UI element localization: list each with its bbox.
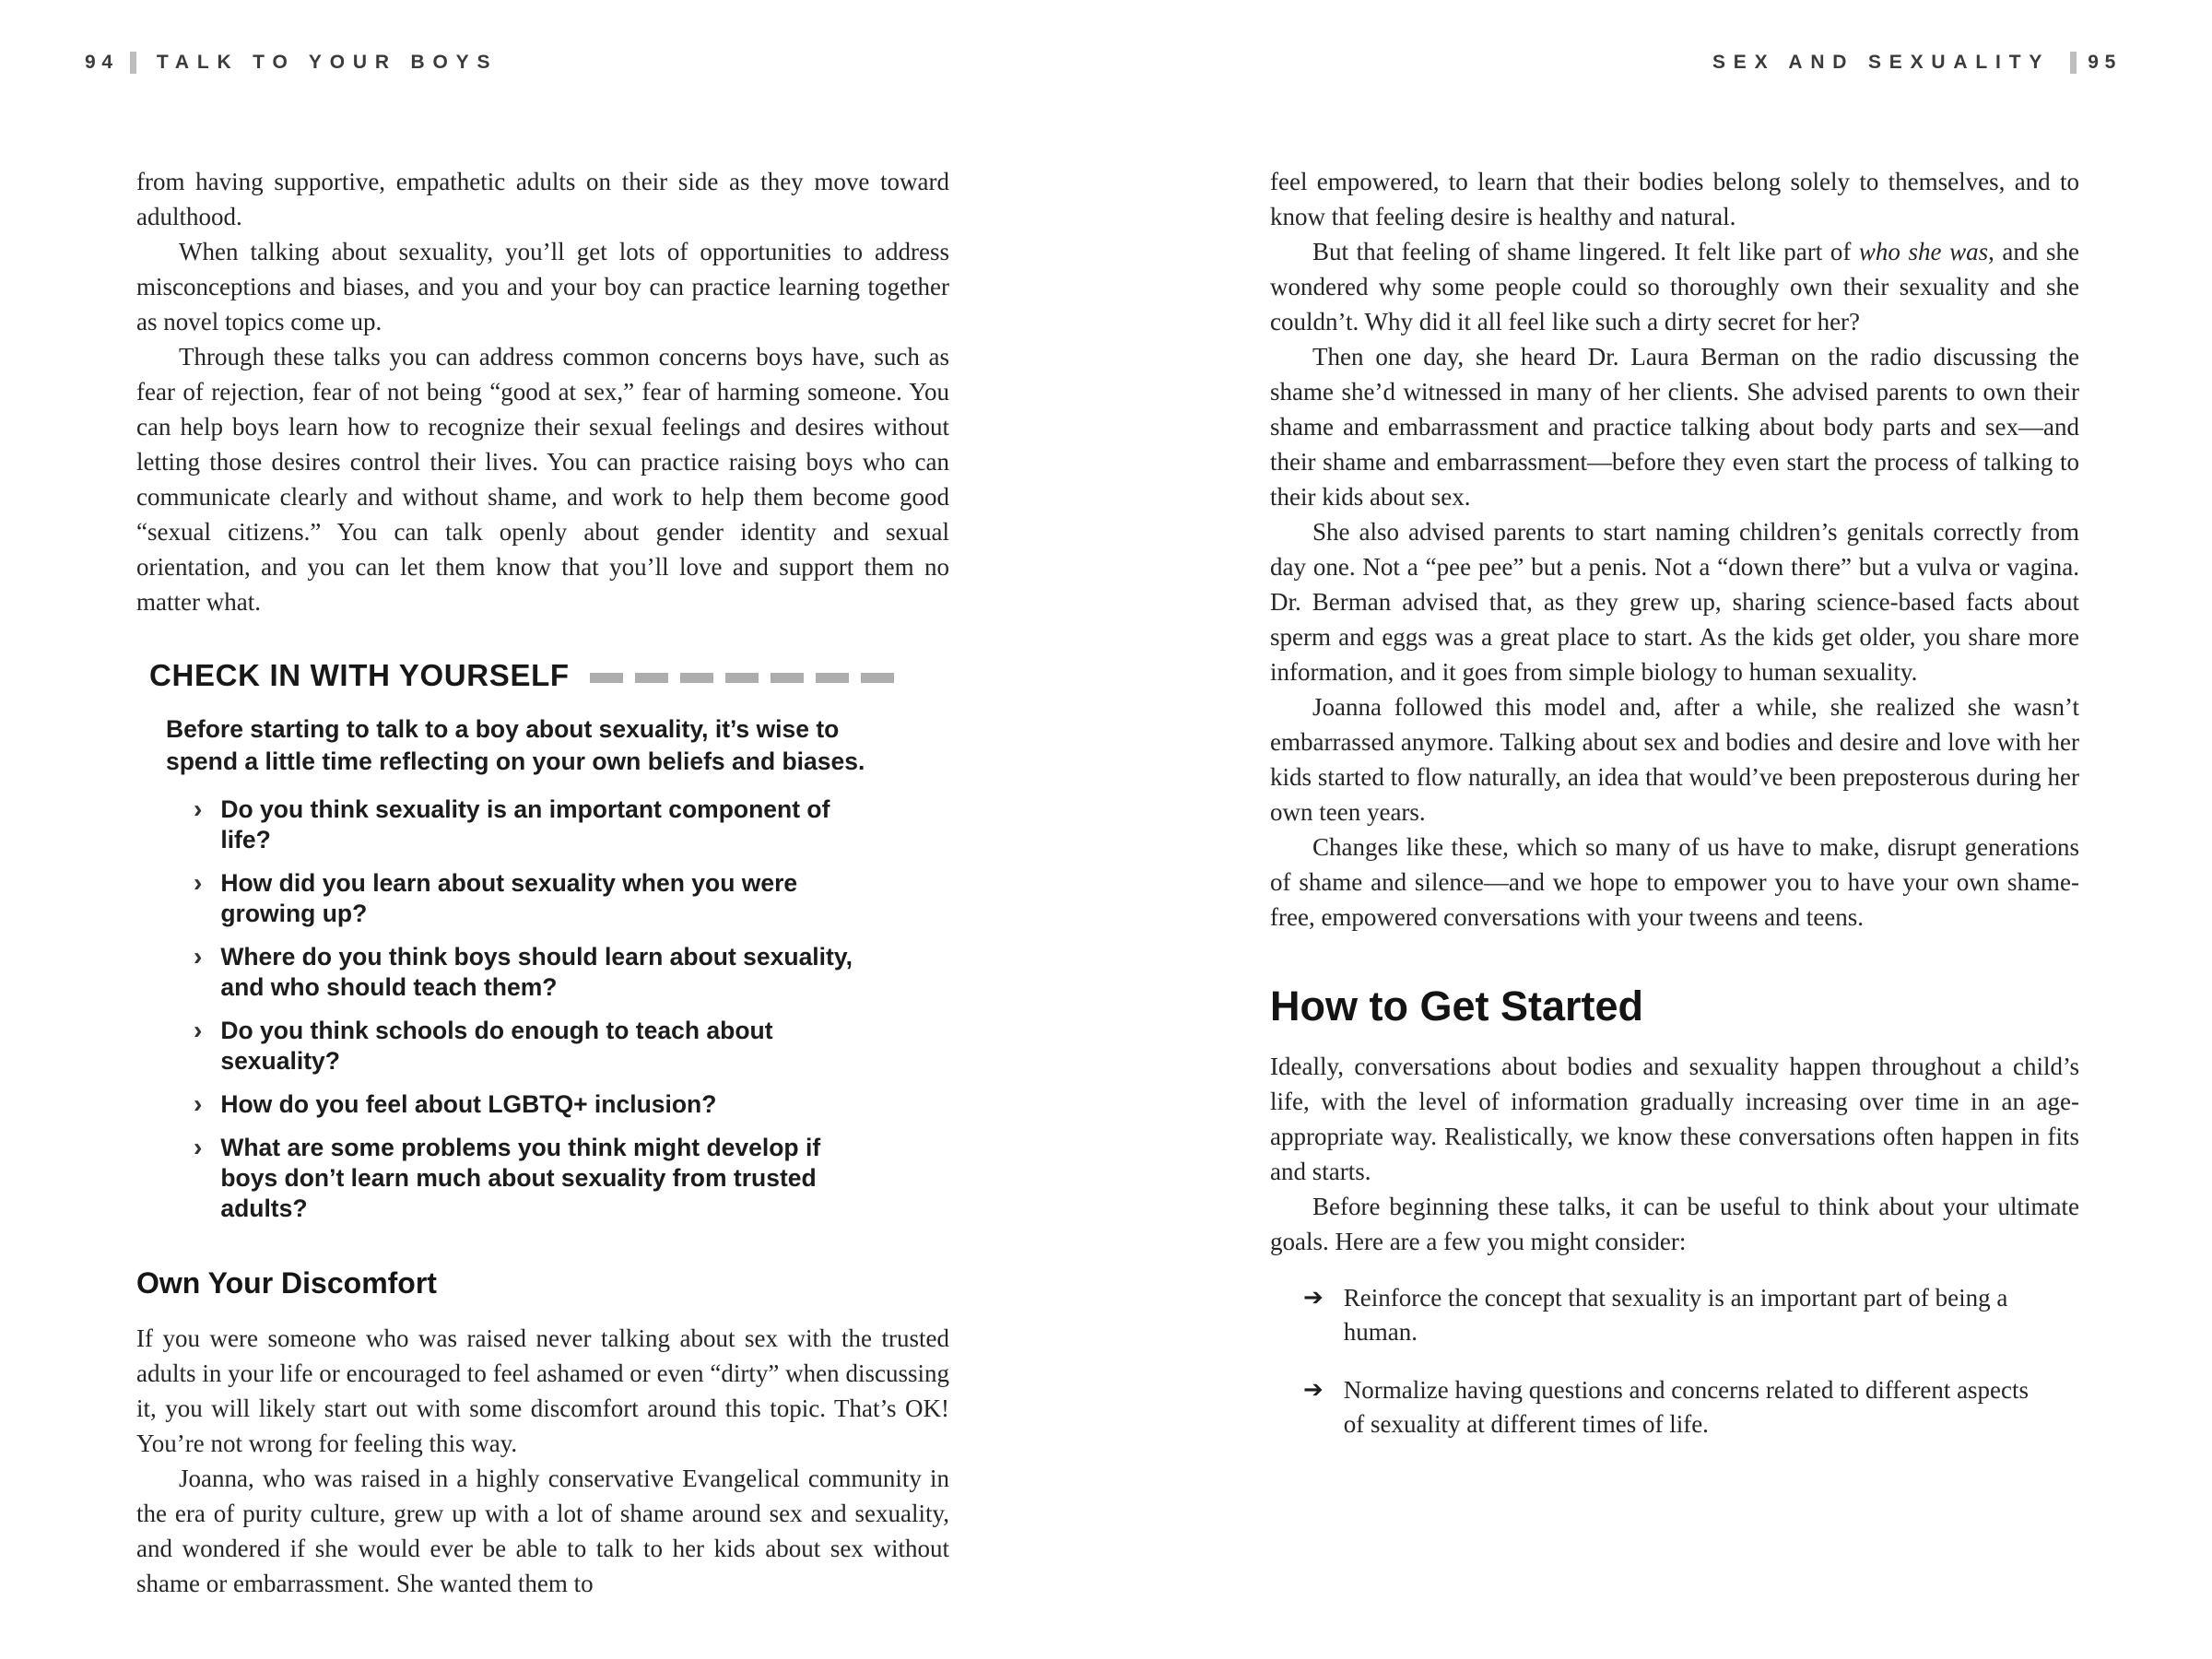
check-in-heading: CHECK IN WITH YOURSELF [149,658,570,692]
chevron-bullet-icon: › [194,942,203,971]
paragraph: Before beginning these talks, it can be useful to think about your ultimate goals. Here are a few you might consider: [1270,1193,2079,1255]
paragraph: Through these talks you can address common concerns boys have, such as fear of rejection, fear of not being “good at sex,” fear of harming someone. You can help boys learn how to recognize their sexual feelings and desires without letting those desires control their lives. You can practice raising boys who can communicate clearly and without shame, and work to help them become good “sexual citizens.” You can talk openly about gender identity and sexual orientation, and you can let them know that you’ll love and support them no matter what. [136,343,949,616]
paragraph: She also advised parents to start naming children’s genitals correctly from day one. Not a “pee pee” but a penis. Not a “down there” but a vulva or vagina. Dr. Berman advised that, as they grew up, sharing science-based facts about sperm and eggs was a great place to start. As the kids get older, you share more information, and it goes from simple biology to human sexuality. [1270,518,2079,686]
list-item-text: Where do you think boys should learn about sexuality, and who should teach them? [220,943,853,1001]
check-in-section [136,658,949,1224]
arrow-bullet-icon: ➔ [1303,1284,1324,1312]
running-head: TALK TO YOUR BOYS [156,52,499,73]
page-number: 95 [2088,52,2122,73]
list-item-text: Do you think schools do enough to teach about sexuality? [220,1017,773,1075]
page-header-right [1712,52,2122,74]
header-divider [2070,52,2077,74]
page-number: 94 [85,52,119,73]
italic-text-run: who she was [1858,238,1989,265]
list-item [194,1133,857,1224]
check-in-question-list [194,794,949,1224]
how-to-paragraphs [1270,1049,2079,1259]
list-item-text: How did you learn about sexuality when you were growing up? [220,869,798,927]
chevron-bullet-icon: › [194,1089,203,1118]
paragraph: from having supportive, empathetic adults on their side as they move toward adulthood. [136,168,949,230]
page-right [1106,0,2212,1659]
list-item [194,1089,857,1120]
page-header-left [85,52,498,74]
discomfort-subheading: Own Your Discomfort [136,1266,437,1300]
list-item [194,1016,857,1077]
body-paragraphs [1270,164,2079,935]
paragraph: Changes like these, which so many of us have to make, disrupt generations of shame and silence—and we hope to empower you to have your own shame-free, empowered conversations with your tweens and teens. [1270,833,2079,931]
list-item-text: Do you think sexuality is an important component of life? [220,795,830,853]
list-item [1303,1281,2031,1349]
text-run: , and she wondered why some people could so thoroughly own their sexuality and she couldn’t. Why did it all feel like such a dirty secret for her? [1270,238,2079,335]
chevron-bullet-icon: › [194,794,203,823]
list-item [194,868,857,929]
paragraph: When talking about sexuality, you’ll get lots of opportunities to address misconceptions and biases, and you and your boy can practice learning together as novel topics come up. [136,238,949,335]
right-column [1270,164,2079,1465]
discomfort-paragraphs [136,1321,949,1601]
dash-rule-decoration [590,673,901,683]
list-item-text: Reinforce the concept that sexuality is an important part of being a human. [1343,1284,2008,1346]
paragraph: feel empowered, to learn that their bodies belong solely to themselves, and to know that feeling desire is healthy and natural. [1270,168,2079,230]
list-item-text: How do you feel about LGBTQ+ inclusion? [220,1090,717,1118]
left-column [136,164,949,1601]
check-in-header [149,658,949,693]
paragraph [1270,234,2079,339]
list-item-text: Normalize having questions and concerns related to different aspects of sexuality at different times of life. [1343,1376,2030,1438]
chevron-bullet-icon: › [194,868,203,897]
chevron-bullet-icon: › [194,1016,203,1044]
goals-list [1303,1281,2079,1441]
running-head: SEX AND SEXUALITY [1712,52,2051,73]
list-item [1303,1373,2031,1441]
list-item [194,794,857,855]
paragraph: Then one day, she heard Dr. Laura Berman on the radio discussing the shame she’d witnessed in many of her clients. She advised parents to own their shame and embarrassment and practice talking about body parts and sex—and their shame and embarrassment—before they even start the process of talking to their kids about sex. [1270,343,2079,511]
list-item [194,942,857,1003]
text-run: But that feeling of shame lingered. It felt like part of [1312,238,1859,265]
paragraph: Ideally, conversations about bodies and sexuality happen throughout a child’s life, with the level of information gradually increasing over time in an age-appropriate way. Realistically, we know these conversations often happen in fits and starts. [1270,1053,2079,1185]
chevron-bullet-icon: › [194,1133,203,1161]
body-paragraphs [136,164,949,619]
paragraph: If you were someone who was raised never talking about sex with the trusted adults in your life or encouraged to feel ashamed or even “dirty” when discussing it, you will likely start out with some discomfort around this topic. That’s OK! You’re not wrong for feeling this way. [136,1324,949,1457]
paragraph: Joanna followed this model and, after a while, she realized she wasn’t embarrassed anymore. Talking about sex and bodies and desire and love with her kids started to flow naturally, an idea that would’ve been preposterous during her own teen years. [1270,693,2079,826]
header-divider [130,52,136,74]
paragraph: Joanna, who was raised in a highly conservative Evangelical community in the era of purity culture, grew up with a lot of shame around sex and sexuality, and wondered if she would ever be able to talk to her kids about sex without shame or embarrassment. She wanted them to [136,1465,949,1597]
check-in-intro: Before starting to talk to a boy about sexuality, it’s wise to spend a little time reflecting on your own beliefs and biases. [166,715,865,775]
arrow-bullet-icon: ➔ [1303,1376,1324,1404]
list-item-text: What are some problems you think might develop if boys don’t learn much about sexuality from trusted adults? [220,1134,821,1222]
how-to-heading: How to Get Started [1270,982,1644,1030]
